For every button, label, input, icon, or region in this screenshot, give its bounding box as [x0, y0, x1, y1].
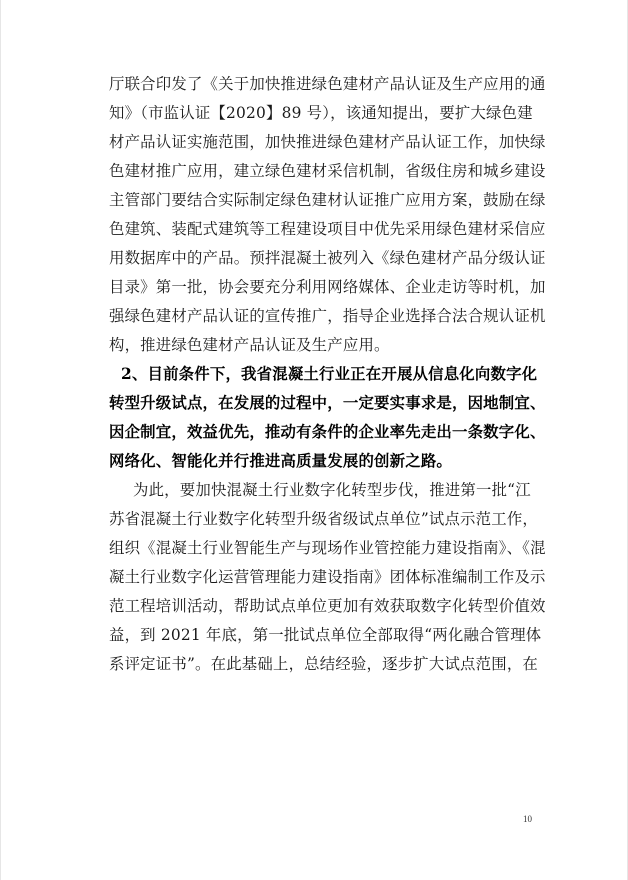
text-line-bold: 转型升级试点，在发展的过程中，一定要实事求是，因地制宜、 — [109, 394, 546, 412]
document-body — [109, 70, 546, 679]
paragraph-digital-transformation-heading — [109, 360, 546, 476]
text-line: 苏省混凝土行业数字化转型升级省级试点单位”试点示范工作， — [109, 510, 539, 528]
text-line: 厅联合印发了《关于加快推进绿色建材产品认证及生产应用的通 — [109, 75, 546, 93]
text-line: 益，到 2021 年底，第一批试点单位全部取得“两化融合管理体 — [109, 626, 542, 644]
text-line: 主管部门要结合实际制定绿色建材认证推广应用方案，鼓励在绿 — [109, 191, 546, 209]
text-line: 范工程培训活动，帮助试点单位更加有效获取数字化转型价值效 — [109, 597, 546, 615]
text-line: 构，推进绿色建材产品认证及生产应用。 — [109, 336, 390, 354]
paragraph-green-materials — [109, 70, 546, 360]
text-line: 系评定证书”。在此基础上，总结经验，逐步扩大试点范围，在 — [109, 655, 539, 673]
text-line: 凝土行业数字化运营管理能力建设指南》团体标准编制工作及示 — [109, 568, 546, 586]
text-line-bold: 网络化、智能化并行推进高质量发展的创新之路。 — [109, 452, 452, 470]
text-line: 色建筑、装配式建筑等工程建设项目中优先采用绿色建材采信应 — [109, 220, 546, 238]
text-line: 用数据库中的产品。预拌混凝土被列入《绿色建材产品分级认证 — [109, 249, 546, 267]
text-line-bold: 因企制宜，效益优先，推动有条件的企业率先走出一条数字化、 — [109, 423, 546, 441]
page-number: 10 — [523, 814, 532, 824]
text-line: 知》（市监认证【2020】89 号），该通知提出，要扩大绿色建 — [109, 104, 533, 122]
text-line: 目录》第一批，协会要充分利用网络媒体、企业走访等时机，加 — [109, 278, 546, 296]
text-line: 组织《混凝土行业智能生产与现场作业管控能力建设指南》、《混 — [109, 539, 546, 557]
text-line: 为此，要加快混凝土行业数字化转型步伐，推进第一批“江 — [133, 481, 531, 499]
text-line: 色建材推广应用，建立绿色建材采信机制，省级住房和城乡建设 — [109, 162, 546, 180]
text-line: 材产品认证实施范围，加快推进绿色建材产品认证工作，加快绿 — [109, 133, 546, 151]
paragraph-pilot-program — [109, 476, 546, 679]
text-line: 强绿色建材产品认证的宣传推广，指导企业选择合法合规认证机 — [109, 307, 546, 325]
text-line-bold: 2、目前条件下，我省混凝土行业正在开展从信息化向数字化 — [121, 365, 538, 383]
